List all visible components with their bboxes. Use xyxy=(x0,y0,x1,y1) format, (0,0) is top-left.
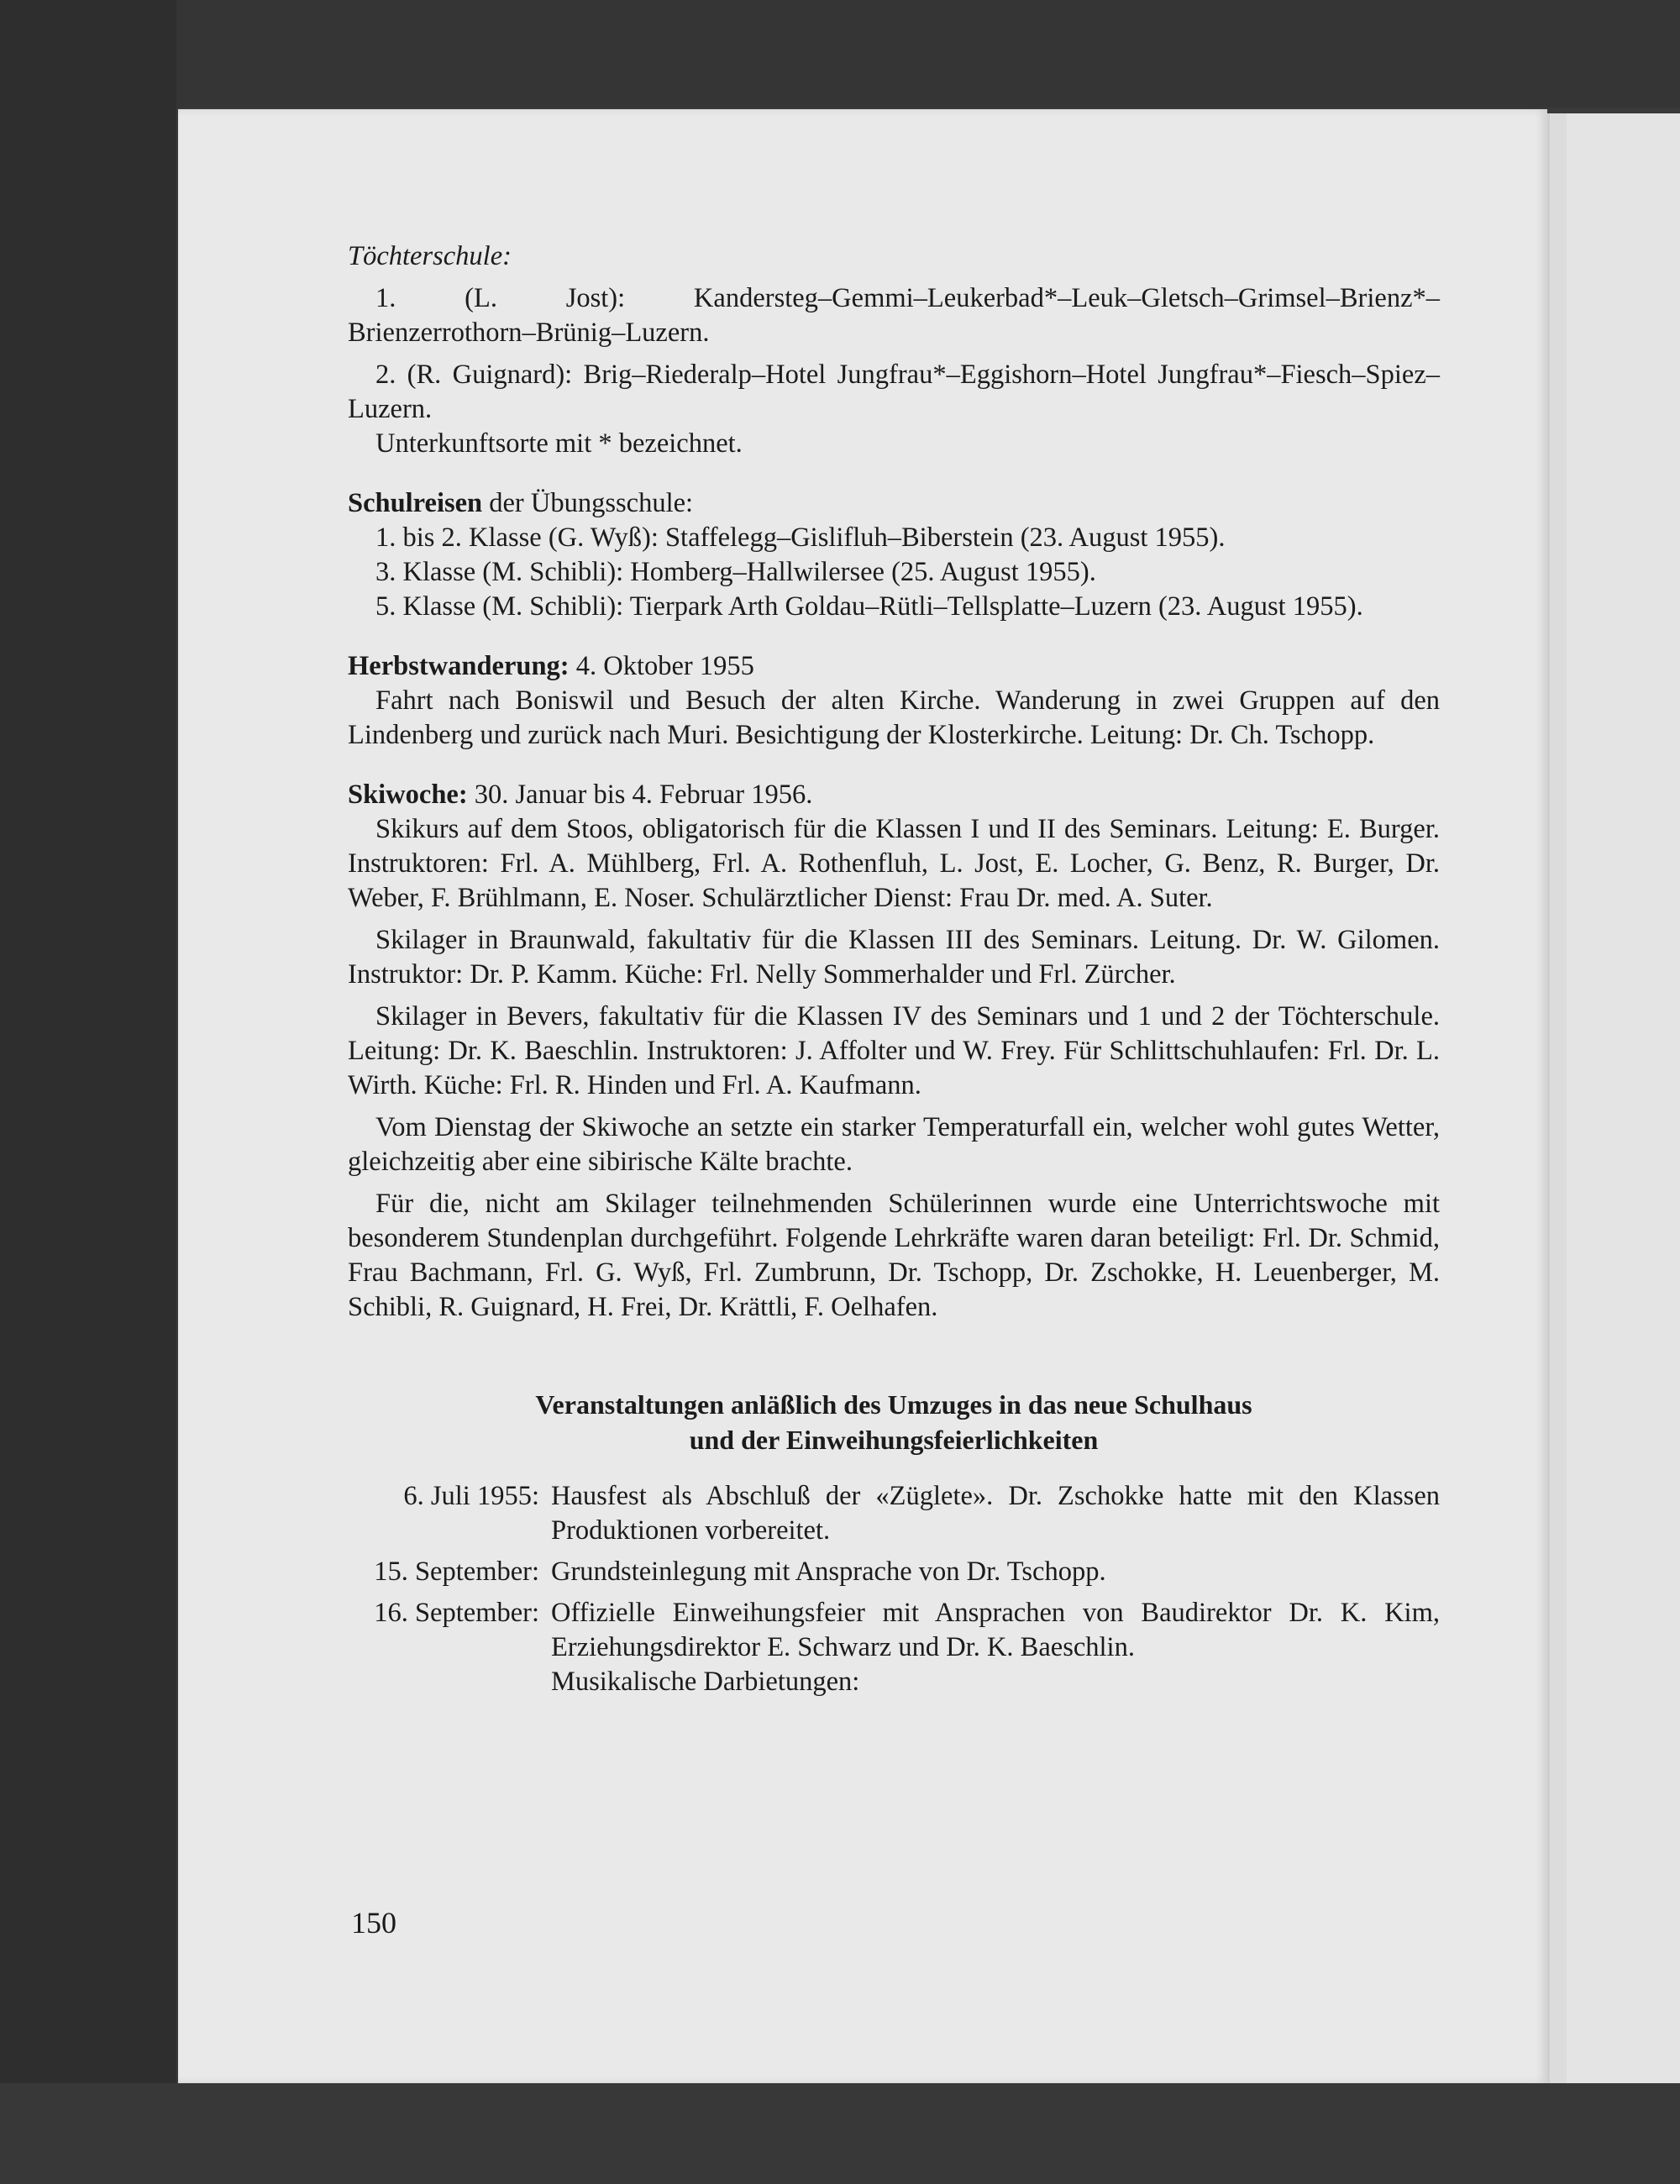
section-veranstaltungen xyxy=(348,1387,1440,1699)
schulreisen-item-1: 1. bis 2. Klasse (G. Wyß): Staffelegg–Gislifluh–Biberstein (23. August 1955). xyxy=(375,522,1226,553)
section-toechterschule xyxy=(348,239,1440,461)
event-date: 16. September: xyxy=(374,1598,539,1628)
skiwoche-date: 30. Januar bis 4. Februar 1956. xyxy=(467,780,813,810)
skiwoche-heading xyxy=(348,778,1440,812)
schulreisen-item-3: 5. Klasse (M. Schibli): Tierpark Arth Goldau–Rütli–Tellsplatte–Luzern (23. August 1955). xyxy=(375,591,1363,622)
section-skiwoche xyxy=(348,778,1440,1325)
toechterschule-note: Unterkunftsorte mit * bezeichnet. xyxy=(375,428,743,459)
event-list xyxy=(348,1479,1440,1699)
event-description: Hausfest als Abschluß der «Züglete». Dr. Zschokke hatte mit den Klassen Produktionen vorbereitet. xyxy=(551,1481,1440,1546)
veranstaltungen-title-line-1: Veranstaltungen anläßlich des Umzuges in das neue Schulhaus xyxy=(535,1389,1252,1420)
page-number: 150 xyxy=(351,1906,396,1940)
event-row xyxy=(348,1555,1440,1589)
event-description: Grundsteinlegung mit Ansprache von Dr. Tschopp. xyxy=(551,1557,1106,1587)
page-text xyxy=(348,239,1440,1699)
schulreisen-item-2: 3. Klasse (M. Schibli): Homberg–Hallwilersee (25. August 1955). xyxy=(375,557,1096,587)
schulreisen-heading-bold: Schulreisen xyxy=(348,488,483,518)
event-date: 6. Juli 1955: xyxy=(403,1481,539,1511)
skiwoche-para-2: Skilager in Braunwald, fakultativ für die Klassen III des Seminars. Leitung. Dr. W. Gilomen. Instruktor: Dr. P. Kamm. Küche: Frl. Nelly Sommerhalder und Frl. Zürcher. xyxy=(348,925,1440,990)
event-row xyxy=(348,1596,1440,1699)
scan-bottom-edge xyxy=(0,2083,1680,2184)
toechterschule-item-1: 1. (L. Jost): Kandersteg–Gemmi–Leukerbad*–Leuk–Gletsch–Grimsel–Brienz*–Brienzerrothorn–Brünig–Luzern. xyxy=(348,283,1440,348)
toechterschule-heading: Töchterschule: xyxy=(348,241,512,271)
scan-left-edge xyxy=(0,0,176,2184)
toechterschule-item-2: 2. (R. Guignard): Brig–Riederalp–Hotel Jungfrau*–Eggishorn–Hotel Jungfrau*–Fiesch–Spiez–Luzern. xyxy=(348,360,1440,424)
schulreisen-heading xyxy=(348,486,1440,521)
schulreisen-heading-rest: der Übungsschule: xyxy=(482,488,694,518)
herbstwanderung-heading-bold: Herbstwanderung: xyxy=(348,651,570,681)
facing-page-inner xyxy=(1567,113,1680,2087)
herbstwanderung-heading xyxy=(348,649,1440,684)
event-description xyxy=(551,1596,1440,1699)
veranstaltungen-title-line-2: und der Einweihungsfeierlichkeiten xyxy=(689,1425,1099,1455)
event-musik-note: Musikalische Darbietungen: xyxy=(551,1667,860,1697)
herbstwanderung-date: 4. Oktober 1955 xyxy=(569,651,754,681)
skiwoche-para-1: Skikurs auf dem Stoos, obligatorisch für die Klassen I und II des Seminars. Leitung: E. Burger. Instruktoren: Frl. A. Mühlberg, Frl. A. Rothenfluh, L. Jost, E. Locher, G. Benz, R. Burger, Dr. Weber, F. Brühlmann, E. Noser. Schulärztlicher Dienst: Frau Dr. med. A. Suter. xyxy=(348,814,1440,913)
event-date: 15. September: xyxy=(374,1557,539,1587)
section-schulreisen xyxy=(348,486,1440,624)
veranstaltungen-title xyxy=(348,1387,1440,1457)
skiwoche-para-3: Skilager in Bevers, fakultativ für die Klassen IV des Seminars und 1 und 2 der Töchterschule. Leitung: Dr. K. Baeschlin. Instruktoren: J. Affolter und W. Frey. Für Schlittschuhlaufen: Frl. Dr. L. Wirth. Küche: Frl. R. Hinden und Frl. A. Kaufmann. xyxy=(348,1001,1440,1100)
scan-top-edge xyxy=(0,0,1680,108)
skiwoche-para-5: Für die, nicht am Skilager teilnehmenden Schülerinnen wurde eine Unterrichtswoche mit besonderem Stundenplan durchgeführt. Folgende Lehrkräfte waren daran beteiligt: Frl. Dr. Schmid, Frau Bachmann, Frl. G. Wyß, Frl. Zumbrunn, Dr. Tschopp, Dr. Zschokke, H. Leuenberger, M. Schibli, R. Guignard, H. Frei, Dr. Krättli, F. Oelhafen. xyxy=(348,1189,1440,1322)
event-row xyxy=(348,1479,1440,1548)
event-description-text: Offizielle Einweihungsfeier mit Ansprachen von Baudirektor Dr. K. Kim, Erziehungsdirektor E. Schwarz und Dr. K. Baeschlin. xyxy=(551,1598,1440,1662)
skiwoche-heading-bold: Skiwoche: xyxy=(348,780,468,810)
facing-page-edge xyxy=(1547,113,1680,2087)
skiwoche-para-4: Vom Dienstag der Skiwoche an setzte ein starker Temperaturfall ein, welcher wohl gutes Wetter, gleichzeitig aber eine sibirische Kälte brachte. xyxy=(348,1112,1440,1177)
section-herbstwanderung xyxy=(348,649,1440,753)
herbstwanderung-text: Fahrt nach Boniswil und Besuch der alten Kirche. Wanderung in zwei Gruppen auf den Lindenberg und zurück nach Muri. Besichtigung der Klosterkirche. Leitung: Dr. Ch. Tschopp. xyxy=(348,685,1440,750)
